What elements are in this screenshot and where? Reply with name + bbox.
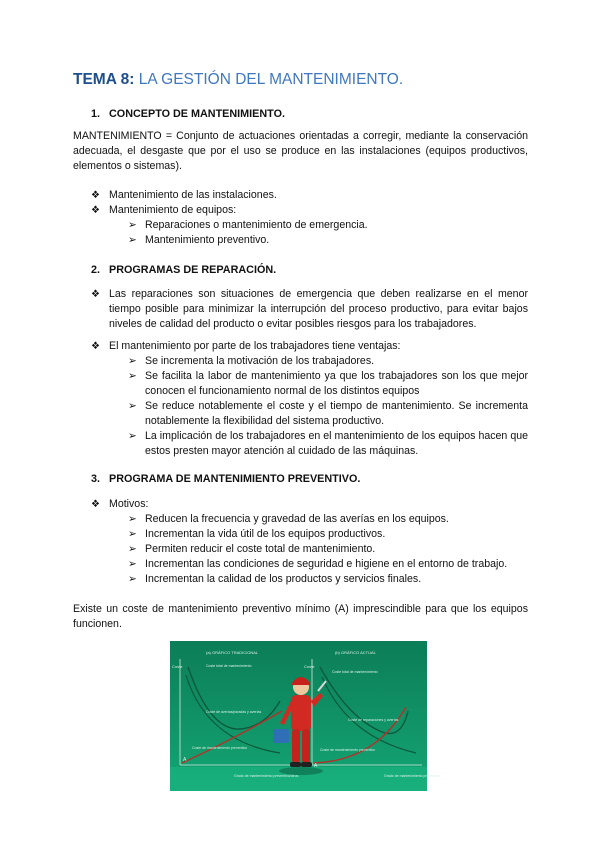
arrowhead-bullet-icon: ➢ <box>128 543 137 555</box>
list-item: Incrementan las condiciones de seguridad e higiene en el entorno de trabajo. <box>145 558 508 570</box>
arrowhead-bullet-icon: ➢ <box>128 528 137 540</box>
section1-heading-text: CONCEPTO DE MANTENIMIENTO. <box>109 108 285 120</box>
definition-paragraph: MANTENIMIENTO = Conjunto de actuaciones orientadas a corregir, mediante la conservación adecuada, el desgaste que por el uso se produce en las instalaciones (equipos productivos, elementos o sistemas). <box>73 130 528 172</box>
diamond-bullet-icon: ❖ <box>91 289 100 300</box>
arrowhead-bullet-icon: ➢ <box>128 234 137 246</box>
list-item: Se facilita la labor de mantenimiento ya que los trabajadores son los que mejor conocen el funcionamiento normal de los distintos equipos <box>145 370 528 397</box>
page-title <box>73 71 403 89</box>
right-total-label: Coste total de mantenimiento <box>332 670 378 674</box>
section2-heading-text: PROGRAMAS DE REPARACIÓN. <box>109 264 277 276</box>
maintenance-cost-figure <box>170 641 440 791</box>
arrowhead-bullet-icon: ➢ <box>128 355 137 367</box>
list-item: Incrementan la calidad de los productos y servicios finales. <box>145 573 422 585</box>
list-item: Permiten reducir el coste total de mantenimiento. <box>145 543 376 555</box>
list-item: La implicación de los trabajadores en el mantenimiento de los equipos hacen que estos presten mayor atención al cuidado de las máquinas. <box>145 430 528 457</box>
list-item: El mantenimiento por parte de los trabajadores tiene ventajas: <box>109 340 401 352</box>
reparaciones-paragraph: Las reparaciones son situaciones de emergencia que deben realizarse en el menor tiempo posible para minimizar la interrupción del proceso productivo, para evitar bajos niveles de calidad del producto o evitar posibles riesgos para los trabajadores. <box>109 288 528 330</box>
left-averias-label: Coste de averías/paradas y averías <box>206 710 262 714</box>
list-item: Incrementan la vida útil de los equipos productivos. <box>145 528 386 540</box>
arrowhead-bullet-icon: ➢ <box>128 513 137 525</box>
arrowhead-bullet-icon: ➢ <box>128 558 137 570</box>
section2-heading <box>91 264 276 276</box>
left-preventivo-label: Coste de mantenimiento preventivo <box>192 746 248 750</box>
list-item: Se reduce notablemente el coste y el tiempo de mantenimiento. Se incrementa notablemente la flexibilidad del sistema productivo. <box>145 400 528 427</box>
list-item: Reducen la frecuencia y gravedad de las averías en los equipos. <box>145 513 449 525</box>
list-item: Mantenimiento de equipos: <box>109 204 237 216</box>
maintenance-cost-graphic <box>170 641 440 791</box>
list-item: Se incrementa la motivación de los trabajadores. <box>145 355 375 367</box>
section3-number: 3. <box>91 473 101 485</box>
arrowhead-bullet-icon: ➢ <box>128 370 137 382</box>
right-title: (b) GRÁFICO ACTUAL <box>335 650 376 655</box>
list-item: Motivos: <box>109 498 149 510</box>
title-number: TEMA 8: <box>73 71 135 88</box>
arrowhead-bullet-icon: ➢ <box>128 219 137 231</box>
right-reparaciones-label: Coste de reparaciones y averías <box>348 718 399 722</box>
list-item: Mantenimiento de las instalaciones. <box>109 189 277 201</box>
diamond-bullet-icon: ❖ <box>91 499 100 510</box>
left-point-a-label: A <box>183 757 187 763</box>
arrowhead-bullet-icon: ➢ <box>128 430 137 442</box>
section2-number: 2. <box>91 264 101 276</box>
diamond-bullet-icon: ❖ <box>91 190 100 201</box>
right-bottom-label: Grado de mantenimiento preventivo <box>384 774 440 778</box>
left-axis-label: Coste <box>172 664 183 669</box>
diamond-bullet-icon: ❖ <box>91 205 100 216</box>
right-preventivo-label: Coste de mantenimiento preventivo <box>320 748 376 752</box>
right-point-a-label: A <box>314 763 318 769</box>
title-text: LA GESTIÓN DEL MANTENIMIENTO. <box>134 71 404 88</box>
section3-heading-text: PROGRAMA DE MANTENIMIENTO PREVENTIVO. <box>109 473 361 485</box>
right-axis-label: Coste <box>304 664 315 669</box>
section1-heading <box>91 108 285 120</box>
left-total-label: Coste total de mantenimiento <box>206 664 252 668</box>
arrowhead-bullet-icon: ➢ <box>128 400 137 412</box>
list-item: Reparaciones o mantenimiento de emergencia. <box>145 219 368 231</box>
closing-paragraph: Existe un coste de mantenimiento preventivo mínimo (A) imprescindible para que los equipos funcionen. <box>73 603 528 630</box>
left-title: (a) GRÁFICO TRADICIONAL <box>206 650 259 655</box>
list-item: Mantenimiento preventivo. <box>145 234 270 246</box>
left-bottom-label: Grado de mantenimiento preventivo/otros <box>234 774 299 778</box>
section1-number: 1. <box>91 108 101 120</box>
section3-heading <box>91 473 360 485</box>
diamond-bullet-icon: ❖ <box>91 341 100 352</box>
arrowhead-bullet-icon: ➢ <box>128 573 137 585</box>
